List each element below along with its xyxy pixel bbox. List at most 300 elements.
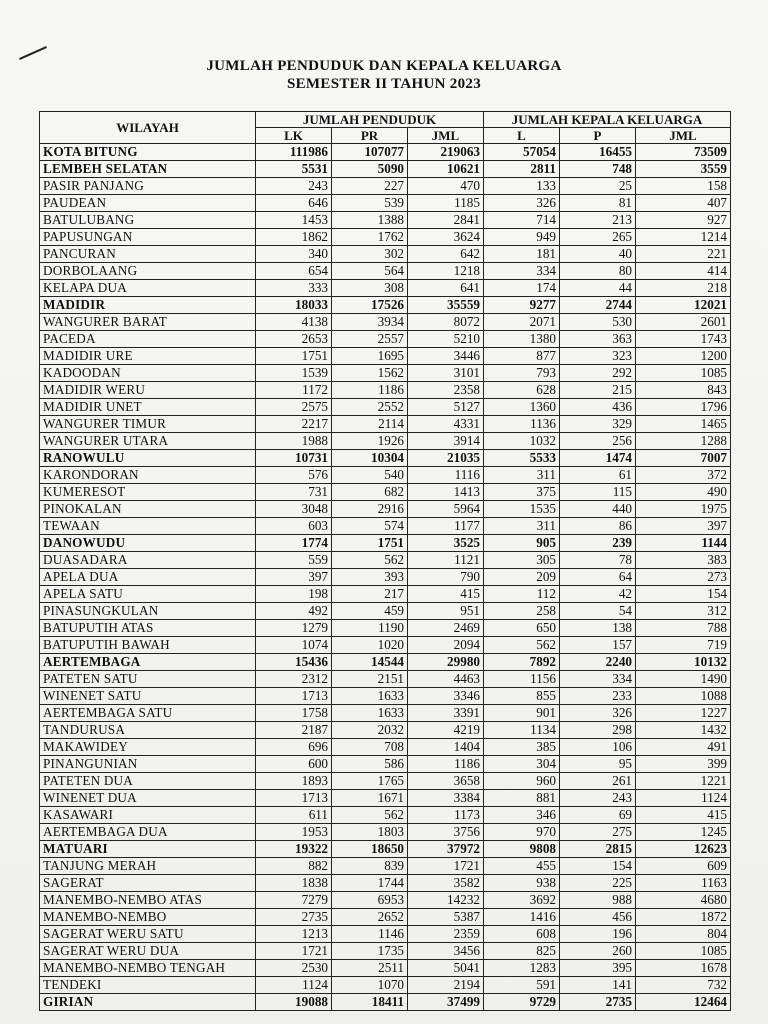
- pr-cell: 18411: [332, 994, 408, 1011]
- jml-penduduk-cell: 5041: [408, 960, 484, 977]
- p-cell: 115: [560, 484, 636, 501]
- l-cell: 3692: [484, 892, 560, 909]
- p-cell: 233: [560, 688, 636, 705]
- table-row: [40, 246, 731, 263]
- table-row: [40, 348, 731, 365]
- table-row: [40, 705, 731, 722]
- jml-penduduk-cell: 14232: [408, 892, 484, 909]
- jml-kk-cell: 1085: [636, 943, 731, 960]
- pr-cell: 393: [332, 569, 408, 586]
- jml-kk-cell: 491: [636, 739, 731, 756]
- jml-kk-cell: 158: [636, 178, 731, 195]
- jml-kk-cell: 312: [636, 603, 731, 620]
- jml-kk-cell: 3559: [636, 161, 731, 178]
- pr-cell: 3934: [332, 314, 408, 331]
- wilayah-cell: DORBOLAANG: [40, 263, 256, 280]
- wilayah-cell: KARONDORAN: [40, 467, 256, 484]
- l-cell: 1416: [484, 909, 560, 926]
- table-row: [40, 535, 731, 552]
- jml-penduduk-cell: 1721: [408, 858, 484, 875]
- lk-cell: 1539: [256, 365, 332, 382]
- p-cell: 256: [560, 433, 636, 450]
- l-cell: 174: [484, 280, 560, 297]
- table-row: [40, 569, 731, 586]
- wilayah-cell: DANOWUDU: [40, 535, 256, 552]
- table-row: [40, 518, 731, 535]
- p-cell: 326: [560, 705, 636, 722]
- jml-kk-cell: 1975: [636, 501, 731, 518]
- pr-cell: 2552: [332, 399, 408, 416]
- p-cell: 395: [560, 960, 636, 977]
- jml-penduduk-cell: 5210: [408, 331, 484, 348]
- wilayah-cell: PASIR PANJANG: [40, 178, 256, 195]
- jml-kk-cell: 1465: [636, 416, 731, 433]
- l-cell: 455: [484, 858, 560, 875]
- table-row: [40, 144, 731, 161]
- pr-cell: 1633: [332, 705, 408, 722]
- p-cell: 81: [560, 195, 636, 212]
- table-row: [40, 450, 731, 467]
- wilayah-cell: AERTEMBAGA: [40, 654, 256, 671]
- wilayah-cell: TANDURUSA: [40, 722, 256, 739]
- header-jumlah-penduduk: JUMLAH PENDUDUK: [256, 112, 484, 128]
- wilayah-cell: SAGERAT WERU SATU: [40, 926, 256, 943]
- jml-kk-cell: 1796: [636, 399, 731, 416]
- wilayah-cell: PANCURAN: [40, 246, 256, 263]
- table-row: [40, 790, 731, 807]
- l-cell: 562: [484, 637, 560, 654]
- lk-cell: 1721: [256, 943, 332, 960]
- lk-cell: 2217: [256, 416, 332, 433]
- lk-cell: 1774: [256, 535, 332, 552]
- wilayah-cell: MADIDIR URE: [40, 348, 256, 365]
- pr-cell: 839: [332, 858, 408, 875]
- p-cell: 261: [560, 773, 636, 790]
- jml-kk-cell: 273: [636, 569, 731, 586]
- lk-cell: 559: [256, 552, 332, 569]
- table-row: [40, 807, 731, 824]
- p-cell: 265: [560, 229, 636, 246]
- pr-cell: 1633: [332, 688, 408, 705]
- pr-cell: 574: [332, 518, 408, 535]
- l-cell: 9277: [484, 297, 560, 314]
- table-row: [40, 297, 731, 314]
- l-cell: 385: [484, 739, 560, 756]
- p-cell: 436: [560, 399, 636, 416]
- l-cell: 970: [484, 824, 560, 841]
- header-pr: PR: [332, 128, 408, 144]
- pr-cell: 302: [332, 246, 408, 263]
- wilayah-cell: BATUPUTIH BAWAH: [40, 637, 256, 654]
- p-cell: 292: [560, 365, 636, 382]
- wilayah-cell: KOTA BITUNG: [40, 144, 256, 161]
- jml-kk-cell: 12623: [636, 841, 731, 858]
- p-cell: 25: [560, 178, 636, 195]
- p-cell: 215: [560, 382, 636, 399]
- jml-kk-cell: 1432: [636, 722, 731, 739]
- l-cell: 714: [484, 212, 560, 229]
- pr-cell: 227: [332, 178, 408, 195]
- wilayah-cell: PINANGUNIAN: [40, 756, 256, 773]
- jml-kk-cell: 73509: [636, 144, 731, 161]
- pr-cell: 1926: [332, 433, 408, 450]
- pr-cell: 6953: [332, 892, 408, 909]
- wilayah-cell: MADIDIR: [40, 297, 256, 314]
- jml-penduduk-cell: 1413: [408, 484, 484, 501]
- pr-cell: 18650: [332, 841, 408, 858]
- jml-kk-cell: 927: [636, 212, 731, 229]
- jml-kk-cell: 1288: [636, 433, 731, 450]
- p-cell: 42: [560, 586, 636, 603]
- lk-cell: 1953: [256, 824, 332, 841]
- pr-cell: 308: [332, 280, 408, 297]
- p-cell: 1474: [560, 450, 636, 467]
- wilayah-cell: PATETEN SATU: [40, 671, 256, 688]
- jml-penduduk-cell: 470: [408, 178, 484, 195]
- l-cell: 2071: [484, 314, 560, 331]
- jml-penduduk-cell: 4463: [408, 671, 484, 688]
- table-row: [40, 603, 731, 620]
- lk-cell: 2530: [256, 960, 332, 977]
- jml-penduduk-cell: 2094: [408, 637, 484, 654]
- lk-cell: 654: [256, 263, 332, 280]
- wilayah-cell: PAPUSUNGAN: [40, 229, 256, 246]
- jml-penduduk-cell: 37499: [408, 994, 484, 1011]
- wilayah-cell: TENDEKI: [40, 977, 256, 994]
- jml-kk-cell: 383: [636, 552, 731, 569]
- header-lk: LK: [256, 128, 332, 144]
- p-cell: 95: [560, 756, 636, 773]
- p-cell: 748: [560, 161, 636, 178]
- pr-cell: 708: [332, 739, 408, 756]
- table-row: [40, 416, 731, 433]
- l-cell: 375: [484, 484, 560, 501]
- wilayah-cell: WINENET SATU: [40, 688, 256, 705]
- jml-penduduk-cell: 3525: [408, 535, 484, 552]
- jml-kk-cell: 1678: [636, 960, 731, 977]
- lk-cell: 882: [256, 858, 332, 875]
- l-cell: 181: [484, 246, 560, 263]
- wilayah-cell: LEMBEH SELATAN: [40, 161, 256, 178]
- jml-penduduk-cell: 790: [408, 569, 484, 586]
- l-cell: 881: [484, 790, 560, 807]
- jml-penduduk-cell: 3101: [408, 365, 484, 382]
- l-cell: 304: [484, 756, 560, 773]
- pr-cell: 107077: [332, 144, 408, 161]
- p-cell: 329: [560, 416, 636, 433]
- table-row: [40, 824, 731, 841]
- table-row: [40, 467, 731, 484]
- lk-cell: 611: [256, 807, 332, 824]
- wilayah-cell: RANOWULU: [40, 450, 256, 467]
- wilayah-cell: KASAWARI: [40, 807, 256, 824]
- lk-cell: 1893: [256, 773, 332, 790]
- jml-kk-cell: 12021: [636, 297, 731, 314]
- l-cell: 9729: [484, 994, 560, 1011]
- table-row: [40, 654, 731, 671]
- l-cell: 628: [484, 382, 560, 399]
- l-cell: 1380: [484, 331, 560, 348]
- jml-kk-cell: 407: [636, 195, 731, 212]
- jml-kk-cell: 397: [636, 518, 731, 535]
- pr-cell: 1762: [332, 229, 408, 246]
- p-cell: 2735: [560, 994, 636, 1011]
- p-cell: 40: [560, 246, 636, 263]
- l-cell: 608: [484, 926, 560, 943]
- jml-penduduk-cell: 641: [408, 280, 484, 297]
- jml-penduduk-cell: 2469: [408, 620, 484, 637]
- jml-penduduk-cell: 3384: [408, 790, 484, 807]
- jml-kk-cell: 10132: [636, 654, 731, 671]
- jml-kk-cell: 415: [636, 807, 731, 824]
- jml-penduduk-cell: 1116: [408, 467, 484, 484]
- lk-cell: 646: [256, 195, 332, 212]
- jml-kk-cell: 218: [636, 280, 731, 297]
- table-row: [40, 382, 731, 399]
- l-cell: 960: [484, 773, 560, 790]
- pr-cell: 2557: [332, 331, 408, 348]
- table-row: [40, 875, 731, 892]
- p-cell: 275: [560, 824, 636, 841]
- jml-penduduk-cell: 3446: [408, 348, 484, 365]
- wilayah-cell: PAUDEAN: [40, 195, 256, 212]
- wilayah-cell: AERTEMBAGA DUA: [40, 824, 256, 841]
- jml-penduduk-cell: 35559: [408, 297, 484, 314]
- lk-cell: 1172: [256, 382, 332, 399]
- wilayah-cell: PACEDA: [40, 331, 256, 348]
- table-row: [40, 688, 731, 705]
- table-row: [40, 909, 731, 926]
- l-cell: 825: [484, 943, 560, 960]
- pr-cell: 1020: [332, 637, 408, 654]
- wilayah-cell: SAGERAT WERU DUA: [40, 943, 256, 960]
- table-row: [40, 841, 731, 858]
- table-row: [40, 671, 731, 688]
- l-cell: 877: [484, 348, 560, 365]
- header-jumlah-kepala-keluarga: JUMLAH KEPALA KELUARGA: [484, 112, 731, 128]
- jml-kk-cell: 1872: [636, 909, 731, 926]
- wilayah-cell: MATUARI: [40, 841, 256, 858]
- table-row: [40, 399, 731, 416]
- table-row: [40, 637, 731, 654]
- table-row: [40, 280, 731, 297]
- wilayah-cell: MADIDIR WERU: [40, 382, 256, 399]
- pr-cell: 1562: [332, 365, 408, 382]
- jml-penduduk-cell: 2841: [408, 212, 484, 229]
- p-cell: 323: [560, 348, 636, 365]
- jml-kk-cell: 1743: [636, 331, 731, 348]
- table-row: [40, 178, 731, 195]
- p-cell: 157: [560, 637, 636, 654]
- l-cell: 305: [484, 552, 560, 569]
- jml-penduduk-cell: 2194: [408, 977, 484, 994]
- l-cell: 591: [484, 977, 560, 994]
- lk-cell: 1758: [256, 705, 332, 722]
- table-row: [40, 501, 731, 518]
- l-cell: 311: [484, 518, 560, 535]
- jml-kk-cell: 221: [636, 246, 731, 263]
- table-row: [40, 620, 731, 637]
- header-l: L: [484, 128, 560, 144]
- pr-cell: 1735: [332, 943, 408, 960]
- pr-cell: 1751: [332, 535, 408, 552]
- wilayah-cell: MANEMBO-NEMBO ATAS: [40, 892, 256, 909]
- jml-kk-cell: 1200: [636, 348, 731, 365]
- lk-cell: 5531: [256, 161, 332, 178]
- wilayah-cell: AERTEMBAGA SATU: [40, 705, 256, 722]
- jml-penduduk-cell: 3658: [408, 773, 484, 790]
- pr-cell: 1671: [332, 790, 408, 807]
- l-cell: 1156: [484, 671, 560, 688]
- l-cell: 1535: [484, 501, 560, 518]
- p-cell: 334: [560, 671, 636, 688]
- wilayah-cell: BATUPUTIH ATAS: [40, 620, 256, 637]
- p-cell: 456: [560, 909, 636, 926]
- pr-cell: 2114: [332, 416, 408, 433]
- p-cell: 2240: [560, 654, 636, 671]
- jml-penduduk-cell: 642: [408, 246, 484, 263]
- jml-kk-cell: 1085: [636, 365, 731, 382]
- jml-penduduk-cell: 1185: [408, 195, 484, 212]
- lk-cell: 15436: [256, 654, 332, 671]
- l-cell: 258: [484, 603, 560, 620]
- p-cell: 213: [560, 212, 636, 229]
- l-cell: 2811: [484, 161, 560, 178]
- lk-cell: 1713: [256, 688, 332, 705]
- jml-penduduk-cell: 8072: [408, 314, 484, 331]
- jml-kk-cell: 732: [636, 977, 731, 994]
- jml-kk-cell: 1227: [636, 705, 731, 722]
- pr-cell: 1695: [332, 348, 408, 365]
- lk-cell: 1838: [256, 875, 332, 892]
- pr-cell: 1388: [332, 212, 408, 229]
- p-cell: 61: [560, 467, 636, 484]
- jml-kk-cell: 788: [636, 620, 731, 637]
- l-cell: 209: [484, 569, 560, 586]
- wilayah-cell: WINENET DUA: [40, 790, 256, 807]
- jml-penduduk-cell: 1186: [408, 756, 484, 773]
- wilayah-cell: BATULUBANG: [40, 212, 256, 229]
- header-p: P: [560, 128, 636, 144]
- jml-penduduk-cell: 3624: [408, 229, 484, 246]
- lk-cell: 340: [256, 246, 332, 263]
- table-row: [40, 977, 731, 994]
- table-row: [40, 960, 731, 977]
- p-cell: 86: [560, 518, 636, 535]
- table-row: [40, 212, 731, 229]
- jml-kk-cell: 399: [636, 756, 731, 773]
- p-cell: 2744: [560, 297, 636, 314]
- p-cell: 988: [560, 892, 636, 909]
- jml-penduduk-cell: 3914: [408, 433, 484, 450]
- l-cell: 9808: [484, 841, 560, 858]
- wilayah-cell: WANGURER TIMUR: [40, 416, 256, 433]
- lk-cell: 2187: [256, 722, 332, 739]
- pr-cell: 562: [332, 807, 408, 824]
- l-cell: 1283: [484, 960, 560, 977]
- p-cell: 530: [560, 314, 636, 331]
- jml-penduduk-cell: 951: [408, 603, 484, 620]
- table-row: [40, 484, 731, 501]
- p-cell: 440: [560, 501, 636, 518]
- jml-penduduk-cell: 29980: [408, 654, 484, 671]
- p-cell: 64: [560, 569, 636, 586]
- p-cell: 69: [560, 807, 636, 824]
- lk-cell: 198: [256, 586, 332, 603]
- p-cell: 243: [560, 790, 636, 807]
- l-cell: 133: [484, 178, 560, 195]
- l-cell: 1360: [484, 399, 560, 416]
- table-row: [40, 994, 731, 1011]
- lk-cell: 731: [256, 484, 332, 501]
- jml-penduduk-cell: 219063: [408, 144, 484, 161]
- p-cell: 138: [560, 620, 636, 637]
- jml-penduduk-cell: 3582: [408, 875, 484, 892]
- lk-cell: 1862: [256, 229, 332, 246]
- pr-cell: 1186: [332, 382, 408, 399]
- jml-penduduk-cell: 1218: [408, 263, 484, 280]
- lk-cell: 18033: [256, 297, 332, 314]
- jml-kk-cell: 7007: [636, 450, 731, 467]
- wilayah-cell: KUMERESOT: [40, 484, 256, 501]
- table-row: [40, 739, 731, 756]
- jml-penduduk-cell: 1404: [408, 739, 484, 756]
- l-cell: 346: [484, 807, 560, 824]
- jml-kk-cell: 4680: [636, 892, 731, 909]
- table-row: [40, 552, 731, 569]
- p-cell: 154: [560, 858, 636, 875]
- table-row: [40, 722, 731, 739]
- table-body: [40, 144, 731, 1011]
- jml-kk-cell: 372: [636, 467, 731, 484]
- lk-cell: 600: [256, 756, 332, 773]
- lk-cell: 1713: [256, 790, 332, 807]
- pr-cell: 540: [332, 467, 408, 484]
- p-cell: 363: [560, 331, 636, 348]
- jml-penduduk-cell: 2359: [408, 926, 484, 943]
- lk-cell: 2575: [256, 399, 332, 416]
- document-subtitle: SEMESTER II TAHUN 2023: [286, 76, 481, 92]
- table-row: [40, 586, 731, 603]
- jml-penduduk-cell: 37972: [408, 841, 484, 858]
- header-wilayah: WILAYAH: [40, 112, 256, 144]
- jml-penduduk-cell: 3391: [408, 705, 484, 722]
- table-row: [40, 263, 731, 280]
- lk-cell: 243: [256, 178, 332, 195]
- pr-cell: 459: [332, 603, 408, 620]
- pr-cell: 1803: [332, 824, 408, 841]
- lk-cell: 1988: [256, 433, 332, 450]
- lk-cell: 696: [256, 739, 332, 756]
- wilayah-cell: KELAPA DUA: [40, 280, 256, 297]
- lk-cell: 10731: [256, 450, 332, 467]
- pr-cell: 1765: [332, 773, 408, 790]
- pr-cell: 1744: [332, 875, 408, 892]
- table-row: [40, 331, 731, 348]
- wilayah-cell: TANJUNG MERAH: [40, 858, 256, 875]
- l-cell: 112: [484, 586, 560, 603]
- p-cell: 141: [560, 977, 636, 994]
- wilayah-cell: MANEMBO-NEMBO TENGAH: [40, 960, 256, 977]
- p-cell: 225: [560, 875, 636, 892]
- lk-cell: 111986: [256, 144, 332, 161]
- l-cell: 334: [484, 263, 560, 280]
- wilayah-cell: APELA DUA: [40, 569, 256, 586]
- wilayah-cell: MAKAWIDEY: [40, 739, 256, 756]
- lk-cell: 603: [256, 518, 332, 535]
- jml-kk-cell: 719: [636, 637, 731, 654]
- lk-cell: 397: [256, 569, 332, 586]
